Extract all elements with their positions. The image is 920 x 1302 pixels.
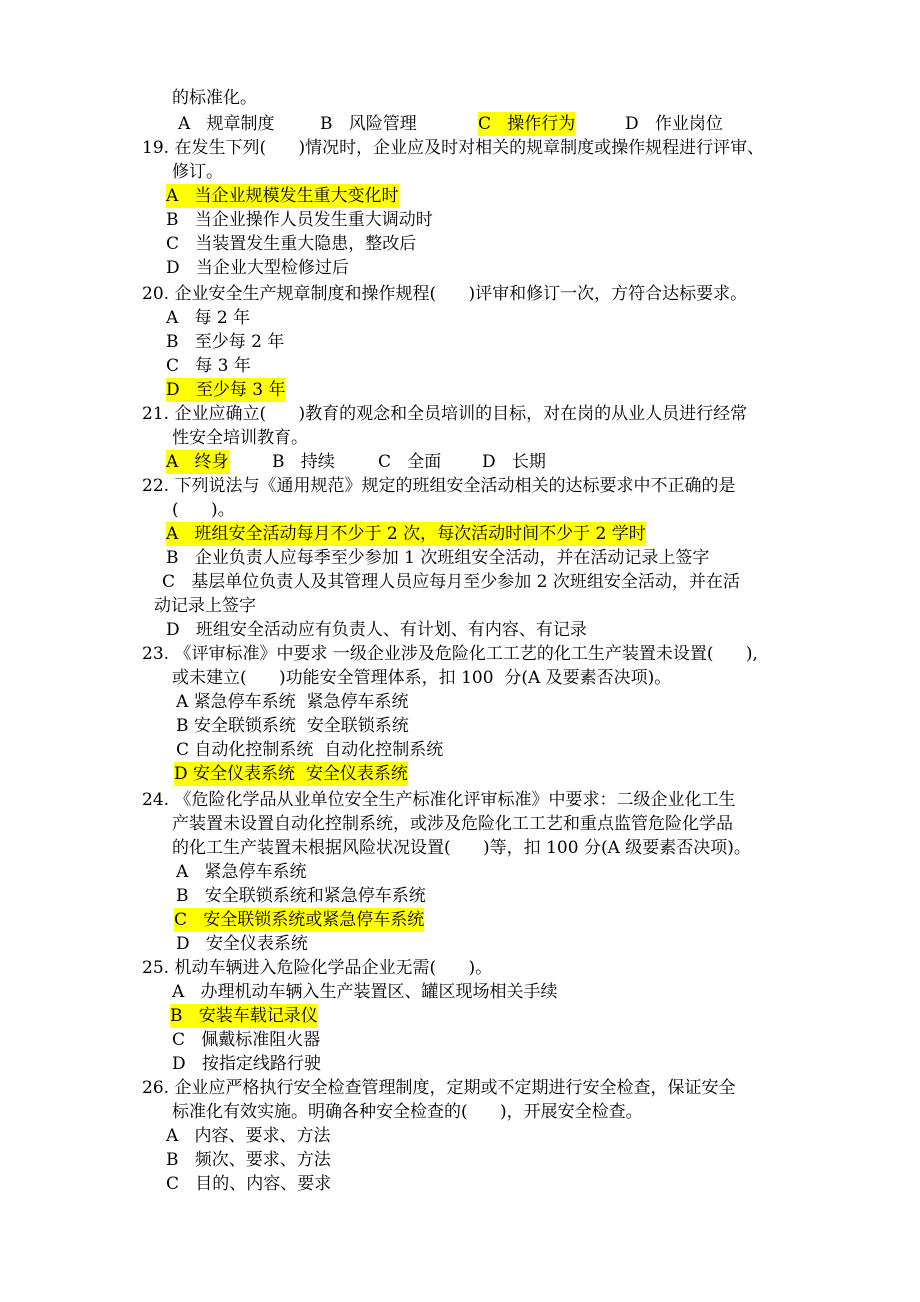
q26-stem: 26. 企业应严格执行安全检查管理制度，定期或不定期进行安全检查，保证安全 [142, 1078, 736, 1098]
q24-option-d: D 安全仪表系统 [176, 934, 308, 954]
q26-number: 26. [142, 1078, 170, 1098]
q23-option-a: A 紧急停车系统 紧急停车系统 [176, 692, 409, 712]
q22-option-c-line2: 动记录上签字 [154, 596, 256, 616]
q22-number: 22. [142, 476, 170, 496]
q22-option-c: C 基层单位负责人及其管理人员应每月至少参加 2 次班组安全活动，并在活 [162, 572, 740, 592]
q25-number: 25. [142, 958, 170, 978]
q19-option-a: A 当企业规模发生重大变化时 [166, 186, 399, 206]
q24-option-b: B 安全联锁系统和紧急停车系统 [176, 886, 426, 906]
q26-option-c: C 目的、内容、要求 [166, 1174, 332, 1194]
q19-option-b: B 当企业操作人员发生重大调动时 [166, 210, 433, 230]
q18-stem-continuation: 的标准化。 [172, 88, 257, 108]
q24-stem-line3: 的化工生产装置未根据风险状况设置( )等，扣 100 分(A 级要素否决项)。 [172, 838, 751, 858]
q24-stem-line2: 产装置未设置自动化控制系统，或涉及危险化工工艺和重点监管危险化学品 [172, 814, 733, 834]
q25-option-c: C 佩戴标准阻火器 [172, 1030, 321, 1050]
q20-option-c: C 每 3 年 [166, 356, 251, 376]
q26-stem-line2: 标准化有效实施。明确各种安全检查的( )，开展安全检查。 [172, 1102, 643, 1122]
q21-option-a: A 终身 [166, 452, 229, 472]
q21-number: 21. [142, 404, 170, 424]
q20-number: 20. [142, 284, 170, 304]
q25-option-d: D 按指定线路行驶 [172, 1054, 321, 1074]
q22-stem: 22. 下列说法与《通用规范》规定的班组安全活动相关的达标要求中不正确的是 [142, 476, 736, 496]
q22-option-b: B 企业负责人应每季至少参加 1 次班组安全活动，并在活动记录上签字 [166, 548, 710, 568]
q24-stem: 24. 《危险化学品从业单位安全生产标准化评审标准》中要求：二级企业化工生 [142, 790, 736, 810]
q24-option-c: C 安全联锁系统或紧急停车系统 [174, 910, 425, 930]
q21-option-c: C 全面 [378, 452, 442, 472]
q21-option-d: D 长期 [482, 452, 546, 472]
q23-stem-line2: 或未建立( )功能安全管理体系，扣 100 分(A 及要素否决项)。 [172, 668, 672, 688]
q19-stem-line2: 修订。 [172, 162, 223, 182]
q20-option-a: A 每 2 年 [166, 308, 251, 328]
q18-option-a: A 规章制度 [178, 114, 275, 134]
q22-option-a: A 班组安全活动每月不少于 2 次，每次活动时间不少于 2 学时 [166, 524, 646, 544]
q24-number: 24. [142, 790, 170, 810]
q23-number: 23. [142, 644, 170, 664]
q25-stem: 25. 机动车辆进入危险化学品企业无需( )。 [142, 958, 493, 978]
q19-stem: 19. 在发生下列( )情况时，企业应及时对相关的规章制度或操作规程进行评审、 [142, 138, 765, 158]
q26-option-a: A 内容、要求、方法 [166, 1126, 331, 1146]
q21-stem-line2: 性安全培训教育。 [172, 428, 308, 448]
q18-option-b: B 风险管理 [320, 114, 417, 134]
q25-option-a: A 办理机动车辆入生产装置区、罐区现场相关手续 [172, 982, 558, 1002]
q20-option-d: D 至少每 3 年 [166, 380, 286, 400]
q23-option-d: D 安全仪表系统 安全仪表系统 [174, 764, 408, 784]
q19-option-c: C 当装置发生重大隐患，整改后 [166, 234, 417, 254]
q26-option-b: B 频次、要求、方法 [166, 1150, 331, 1170]
q18-option-d: D 作业岗位 [625, 114, 723, 134]
q23-option-b: B 安全联锁系统 安全联锁系统 [176, 716, 409, 736]
q21-stem: 21. 企业应确立( )教育的观念和全员培训的目标，对在岗的从业人员进行经常 [142, 404, 748, 424]
q23-stem: 23. 《评审标准》中要求 一级企业涉及危险化工工艺的化工生产装置未设置( ), [142, 644, 758, 664]
q21-option-b: B 持续 [272, 452, 335, 472]
q22-option-d: D 班组安全活动应有负责人、有计划、有内容、有记录 [166, 620, 587, 640]
q20-stem: 20. 企业安全生产规章制度和操作规程( )评审和修订一次，方符合达标要求。 [142, 284, 748, 304]
q23-option-c: C 自动化控制系统 自动化控制系统 [176, 740, 444, 760]
q18-option-c: C 操作行为 [478, 114, 576, 134]
q22-stem-line2: ( )。 [172, 500, 235, 520]
q19-option-d: D 当企业大型检修过后 [166, 258, 349, 278]
q25-option-b: B 安装车载记录仪 [170, 1006, 318, 1026]
q24-option-a: A 紧急停车系统 [176, 862, 307, 882]
q20-option-b: B 至少每 2 年 [166, 332, 285, 352]
q19-number: 19. [142, 138, 170, 158]
